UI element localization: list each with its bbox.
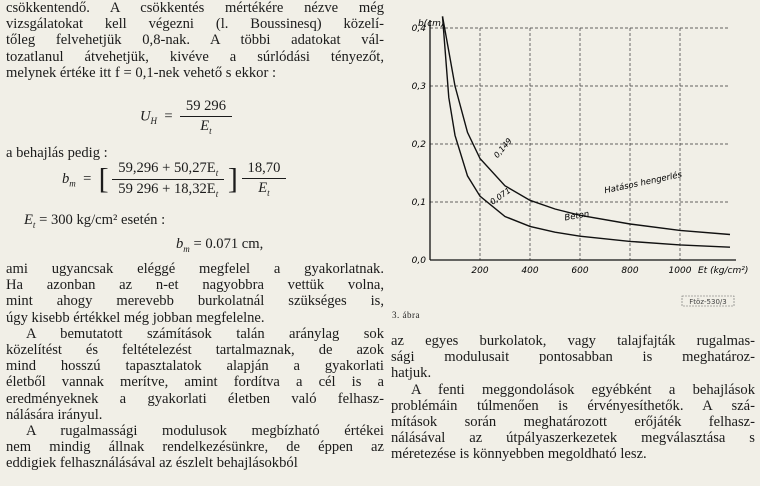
- eq-subscript: m: [183, 243, 190, 254]
- text-line: ami ugyancsak eléggé megfelel a gyakorlatnak.: [6, 261, 384, 277]
- y-tick-label: 0,4: [411, 24, 426, 34]
- text-line: nem mindig állnak rendelkezésünkre, de éppen az: [6, 439, 384, 456]
- series-label: Beton: [563, 209, 591, 224]
- text-line: mind hosszú tapasztalatok alapján a gyakorlati: [6, 358, 384, 375]
- eq-subscript: t: [32, 219, 36, 230]
- x-tick-label: 200: [471, 266, 489, 276]
- equation-et: [24, 212, 165, 230]
- eq-inner-fraction: [112, 160, 224, 199]
- paragraph-2: [6, 261, 384, 326]
- text-line: életből vannak merítve, amint fordítva a cél is a: [6, 374, 384, 391]
- text-line: méretezése is könnyebben megoldható lesz.: [391, 446, 647, 463]
- y-tick-label: 0,0: [411, 256, 426, 266]
- x-tick-label: 800: [621, 266, 639, 276]
- text-line: tozatlanul átvehetjük, kivéve a súrlódási tényezőt,: [6, 48, 384, 65]
- eq-numerator: 59,296 + 50,27E: [118, 160, 216, 176]
- paragraph-3: [6, 326, 384, 423]
- eq-symbol: b: [62, 170, 70, 187]
- paragraph-4: [6, 423, 384, 472]
- x-axis-label: Et (kg/cm²): [698, 266, 749, 276]
- text-line: az egyes burkolatok, vagy talajfajták rugalmas-: [391, 333, 755, 349]
- figure-chart: [400, 14, 752, 314]
- eq-rest: = 300 kg/cm² esetén :: [35, 212, 166, 228]
- eq-subscript: H: [150, 116, 158, 127]
- text-line: sági modulusait pontosabban is meghatároz-: [391, 349, 755, 366]
- eq-subscript: m: [69, 178, 76, 189]
- eq-symbol: b: [176, 236, 184, 252]
- text-line: mint ahogy merevebb burkolatnál szükséges is,: [6, 293, 384, 310]
- right-column: [391, 333, 755, 463]
- y-tick-label: 0,3: [411, 82, 426, 92]
- annotation-label: 0,071: [488, 186, 513, 207]
- right-paragraph-1: [391, 333, 755, 382]
- eq-subscript: t: [267, 188, 270, 199]
- y-tick-label: 0,2: [411, 140, 426, 150]
- text-line: problémáin túlmenően is érvényesíthetők. A szá-: [391, 397, 755, 414]
- text-line: nálására irányul.: [6, 406, 103, 423]
- text-line: A fenti meggondolások egyébként a behajlások: [411, 381, 755, 398]
- text-line: A rugalmassági modulusok megbízható értékei: [26, 422, 384, 439]
- x-tick-label: 1000: [668, 266, 692, 276]
- eq-denominator: 59 296 + 18,32E: [118, 180, 216, 197]
- y-tick-label: 0,1: [411, 198, 426, 208]
- eq-numerator: 59 296: [180, 98, 232, 117]
- figure-caption: 3. ábra: [392, 310, 420, 320]
- eq-symbol: E: [24, 212, 33, 228]
- eq-subscript: t: [209, 125, 212, 136]
- left-column: [6, 0, 384, 81]
- series-label: Hatásos hengerlés: [603, 170, 683, 197]
- eq-fraction: [180, 98, 232, 136]
- text-line: közelítést és feltételezést tartalmaznak, de azok: [6, 341, 384, 358]
- text-line: eddigiek felhasználásával az észlelt behajlásokból: [6, 455, 298, 472]
- stamp-text: Ftöz-530/3: [689, 298, 727, 306]
- text-line: vizsgálatokat kell végezni (l. Boussinesq) közelí-: [6, 16, 384, 33]
- left-lower: [6, 261, 384, 471]
- text-line: mítások során meghatározott erőjáték felhasz-: [391, 413, 755, 430]
- equation-uh: $U_H$ = $\frac{59 296}{E_t}$: [140, 98, 232, 136]
- text-line: a behajlás pedig :: [6, 145, 108, 161]
- eq-symbol: U: [140, 108, 151, 125]
- text-line: melynek értéke itt f = 0,1-nek vehető s ekkor :: [6, 64, 277, 81]
- y-axis-label: b(cm): [418, 19, 445, 29]
- equation-bm-value: [176, 236, 263, 254]
- eq-subscript: t: [215, 167, 219, 178]
- text-line: Ha azonban az n-et nagyobbra vettük volna,: [6, 277, 384, 294]
- text-line: úgy kisebb értékkel még jobban megfelelne.: [6, 309, 265, 326]
- eq-denominator: E: [200, 118, 210, 134]
- eq-outer-fraction: [242, 160, 287, 198]
- text-line: eredményeknek a gyakorlati életben való felhasz-: [6, 390, 384, 407]
- x-tick-label: 600: [571, 266, 589, 276]
- intro-paragraph: [6, 0, 384, 81]
- eq-subscript: t: [215, 188, 219, 199]
- eq-rest: = 0.071 cm,: [189, 236, 264, 252]
- annotation-label: 0,149: [492, 136, 514, 160]
- eq-numerator: 18,70: [242, 160, 287, 179]
- x-tick-label: 400: [521, 266, 539, 276]
- text-line: nálásával az útpályaszerkezetek megválasztása s: [391, 430, 755, 447]
- text-line: csökkentendő. A csökkentés mértékére nézve még: [6, 0, 384, 16]
- behajlas-line: [6, 145, 108, 161]
- text-line: A bemutatott számítások talán aránylag sok: [26, 325, 384, 342]
- eq-denominator: E: [258, 180, 268, 197]
- text-line: hatjuk.: [391, 365, 432, 382]
- equation-bm: $b_m$ = [ $\frac{59,296 + 50,27E_t}{59 296 + 18,32E_t}$ ] $\frac{18,70}{E_t}$: [62, 160, 286, 199]
- text-line: tőleg felvehetjük 0,8-nak. A többi adatokat vál-: [6, 32, 384, 49]
- right-paragraph-2: [391, 382, 755, 463]
